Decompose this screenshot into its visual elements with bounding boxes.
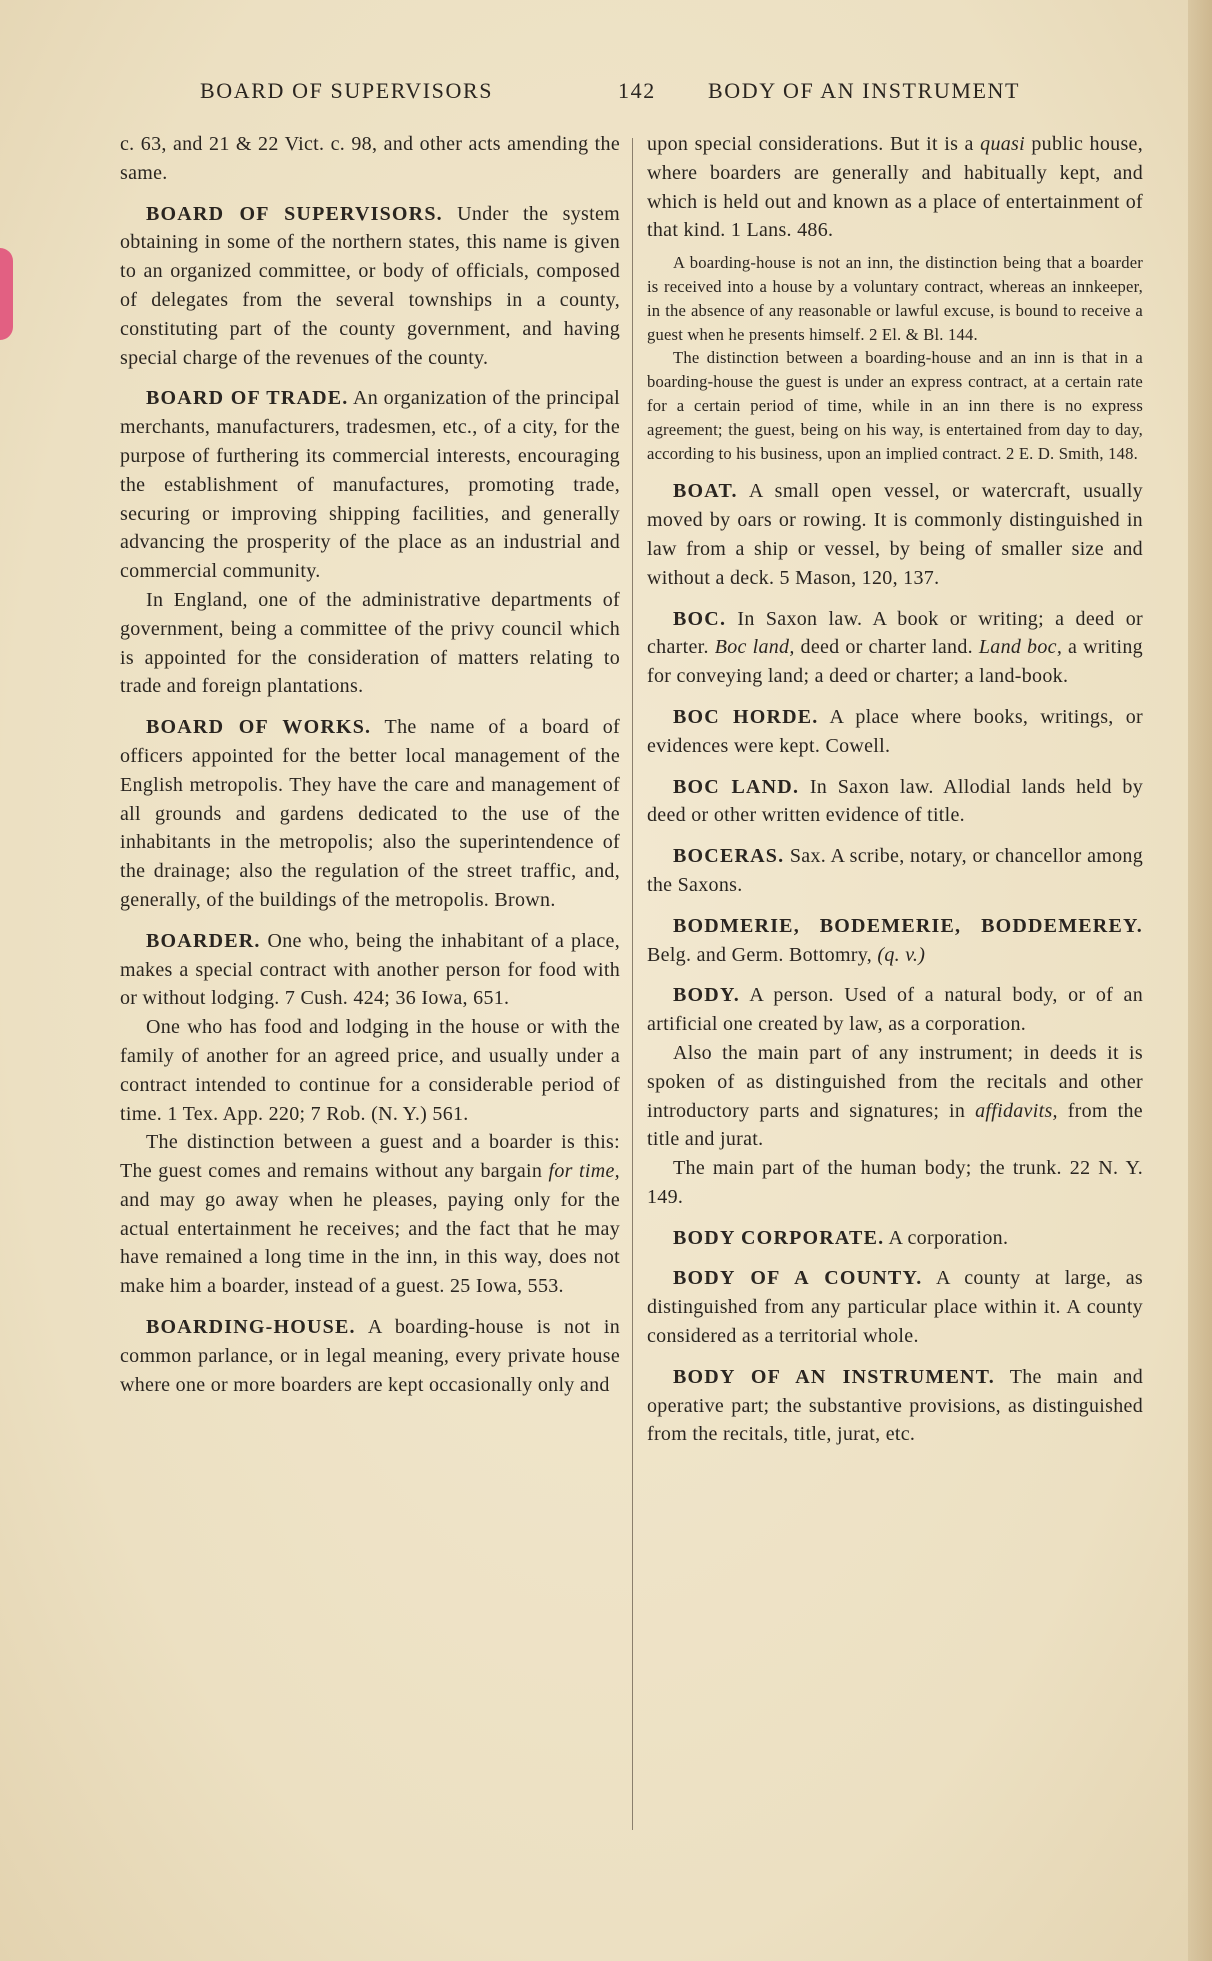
headword: BODY. xyxy=(673,984,740,1007)
headword: BOARDING-HOUSE. xyxy=(146,1316,356,1339)
headword: BOC. xyxy=(673,607,727,630)
italic-text: (q. v.) xyxy=(877,943,926,966)
paragraph: One who has food and lodging in the house or with the family of another for an agreed price, and usually under a contract intended to continue for a considerable period of time. 1 Tex. App. 220; 7 Rob. (N. Y.) 561. xyxy=(120,1016,620,1125)
italic-text: affidavits, xyxy=(975,1099,1058,1122)
running-head xyxy=(120,78,1080,108)
italic-text: Land boc, xyxy=(978,636,1063,659)
continuation-text: c. 63, and 21 & 22 Vict. c. 98, and other acts amending the same. xyxy=(120,133,620,184)
paragraph: The main part of the human body; the trunk. 22 N. Y. 149. xyxy=(647,1157,1143,1208)
definition: Under the system obtaining in some of the northern states, this name is given to an organized committee, or body of officials, composed of delegates from the several townships in a county, constituting part of the county government, and having special charge of the revenues of the county. xyxy=(120,202,620,369)
entry-boceras xyxy=(647,842,1143,900)
headword: BOARD OF SUPERVISORS. xyxy=(146,202,443,225)
continuation-text xyxy=(647,130,1143,245)
headword: BOC HORDE. xyxy=(673,705,819,728)
definition: A corporation. xyxy=(888,1226,1009,1249)
text-run: upon special considerations. But it is a xyxy=(647,133,974,155)
italic-text: quasi xyxy=(980,133,1025,155)
text-run: Also the main part of any instrument; in deeds it is spoken of as distinguished from the recitals and other introductory parts and signatures; in xyxy=(647,1041,1143,1122)
entry-bodmerie xyxy=(647,912,1143,970)
text-run: deed or charter land. xyxy=(800,636,973,659)
column-divider xyxy=(632,138,633,1830)
paragraph: In England, one of the administrative departments of government, being a committee of the privy council which is appointed for the consideration of matters relating to trade and foreign plantations. xyxy=(120,588,620,698)
page-edge xyxy=(1188,0,1212,1961)
text-run: In Saxon law. A book or writing; a deed or charter. xyxy=(647,607,1143,659)
text-run: public house, where boarders are generally and habitually kept, and which is held out and known as a place of entertainment of that kind. 1 Lans. 486. xyxy=(647,133,1144,242)
running-head-right: BODY OF AN INSTRUMENT xyxy=(708,78,1021,103)
definition: Belg. and Germ. Bottomry, xyxy=(647,943,873,966)
definition: A boarding-house is not in common parlance, or in legal meaning, every private house where one or more boarders are kept occasionally only and xyxy=(120,1316,620,1396)
left-column xyxy=(120,130,620,1399)
definition: The main and operative part; the substantive provisions, as distinguished from the recitals, title, jurat, etc. xyxy=(647,1365,1143,1446)
text-run: and may go away when he pleases, paying only for the actual entertainment he receives; and the fact that he may have remained a long time in the inn, in this way, does not make him a boarder, instead of a guest. 25 Iowa, 553. xyxy=(120,1188,620,1298)
definition: Sax. A scribe, notary, or chancellor among the Saxons. xyxy=(647,845,1143,896)
entry-body xyxy=(647,981,1143,1039)
right-column xyxy=(647,130,1143,1449)
definition: A county at large, as distinguished from any particular place within it. A county considered as a territorial whole. xyxy=(647,1267,1143,1348)
headword: BOARD OF WORKS. xyxy=(146,716,372,739)
entry-boat xyxy=(647,477,1143,592)
note-paragraph: A boarding-house is not an inn, the distinction being that a boarder is received into a house by a voluntary contract, whereas an innkeeper, in the absence of any reasonable or lawful excuse, is bound to receive a guest when he presents himself. 2 El. & Bl. 144. xyxy=(647,253,1143,344)
entry-boc xyxy=(647,605,1143,691)
entry-boc-land xyxy=(647,773,1143,831)
headword: BOARDER. xyxy=(146,929,261,952)
entry-board-of-supervisors xyxy=(120,200,620,373)
headword: BOARD OF TRADE. xyxy=(146,387,349,410)
entry-body-corporate xyxy=(647,1224,1143,1253)
headword: BODMERIE, BODEMERIE, BODDEMEREY. xyxy=(673,914,1143,937)
definition: The name of a board of officers appointed for the better local management of the English metropolis. They have the care and management of all grounds and gardens dedicated to the use of the inhabitants in the metropolis; also the superintendence of the drainage; also the regulation of the street traffic, and, generally, of the buildings of the metropolis. Brown. xyxy=(120,716,620,911)
italic-text: Boc land, xyxy=(714,636,795,659)
entry-board-of-trade xyxy=(120,384,620,586)
pink-page-tab xyxy=(0,248,13,340)
definition: A small open vessel, or watercraft, usually moved by oars or rowing. It is commonly distinguished in law from a ship or vessel, by being of smaller size and without a deck. 5 Mason, 120, 137. xyxy=(647,480,1143,589)
entry-boc-horde xyxy=(647,703,1143,761)
headword: BOCERAS. xyxy=(673,845,785,868)
running-head-left: BOARD OF SUPERVISORS xyxy=(200,78,494,103)
page-number: 142 xyxy=(618,78,656,103)
text-run: a writing for conveying land; a deed or charter; a land-book. xyxy=(647,636,1143,688)
headword: BOC LAND. xyxy=(673,775,800,798)
definition: An organization of the principal merchants, manufacturers, tradesmen, etc., of a city, for the purpose of furthering its commercial interests, encouraging the establishment of manufactures, promoting trade, securing or improving shipping facilities, and generally advancing the prosperity of the place as an industrial and commercial community. xyxy=(120,387,620,583)
definition: A place where books, writings, or evidences were kept. Cowell. xyxy=(647,705,1143,757)
text-run: from the title and jurat. xyxy=(647,1099,1143,1151)
definition: One who, being the inhabitant of a place, makes a special contract with another person for food with or without lodging. 7 Cush. 424; 36 Iowa, 651. xyxy=(120,929,620,1010)
entry-boarder xyxy=(120,927,620,1013)
entry-body-of-an-instrument xyxy=(647,1363,1143,1449)
entry-body-of-a-county xyxy=(647,1264,1143,1350)
text-run: The distinction between a guest and a boarder is this: The guest comes and remains without any bargain xyxy=(120,1131,620,1183)
paragraph xyxy=(120,1128,620,1301)
paragraph xyxy=(647,1039,1143,1154)
headword: BODY OF A COUNTY. xyxy=(673,1267,923,1290)
headword: BODY CORPORATE. xyxy=(673,1226,885,1249)
headword: BODY OF AN INSTRUMENT. xyxy=(673,1365,995,1388)
definition: A person. Used of a natural body, or of an artificial one created by law, as a corporation. xyxy=(647,984,1144,1036)
note-paragraph: The distinction between a boarding-house and an inn is that in a boarding-house the guest is under an express contract, at a certain rate for a certain period of time, while in an inn there is no express agreement; the guest, being on his way, is entertained from day to day, according to his business, upon an implied contract. 2 E. D. Smith, 148. xyxy=(647,348,1143,463)
italic-text: for time, xyxy=(548,1160,620,1183)
entry-boarding-house xyxy=(120,1313,620,1399)
definition: In Saxon law. Allodial lands held by deed or other written evidence of title. xyxy=(647,775,1143,827)
headword: BOAT. xyxy=(673,480,738,503)
entry-board-of-works xyxy=(120,713,620,915)
